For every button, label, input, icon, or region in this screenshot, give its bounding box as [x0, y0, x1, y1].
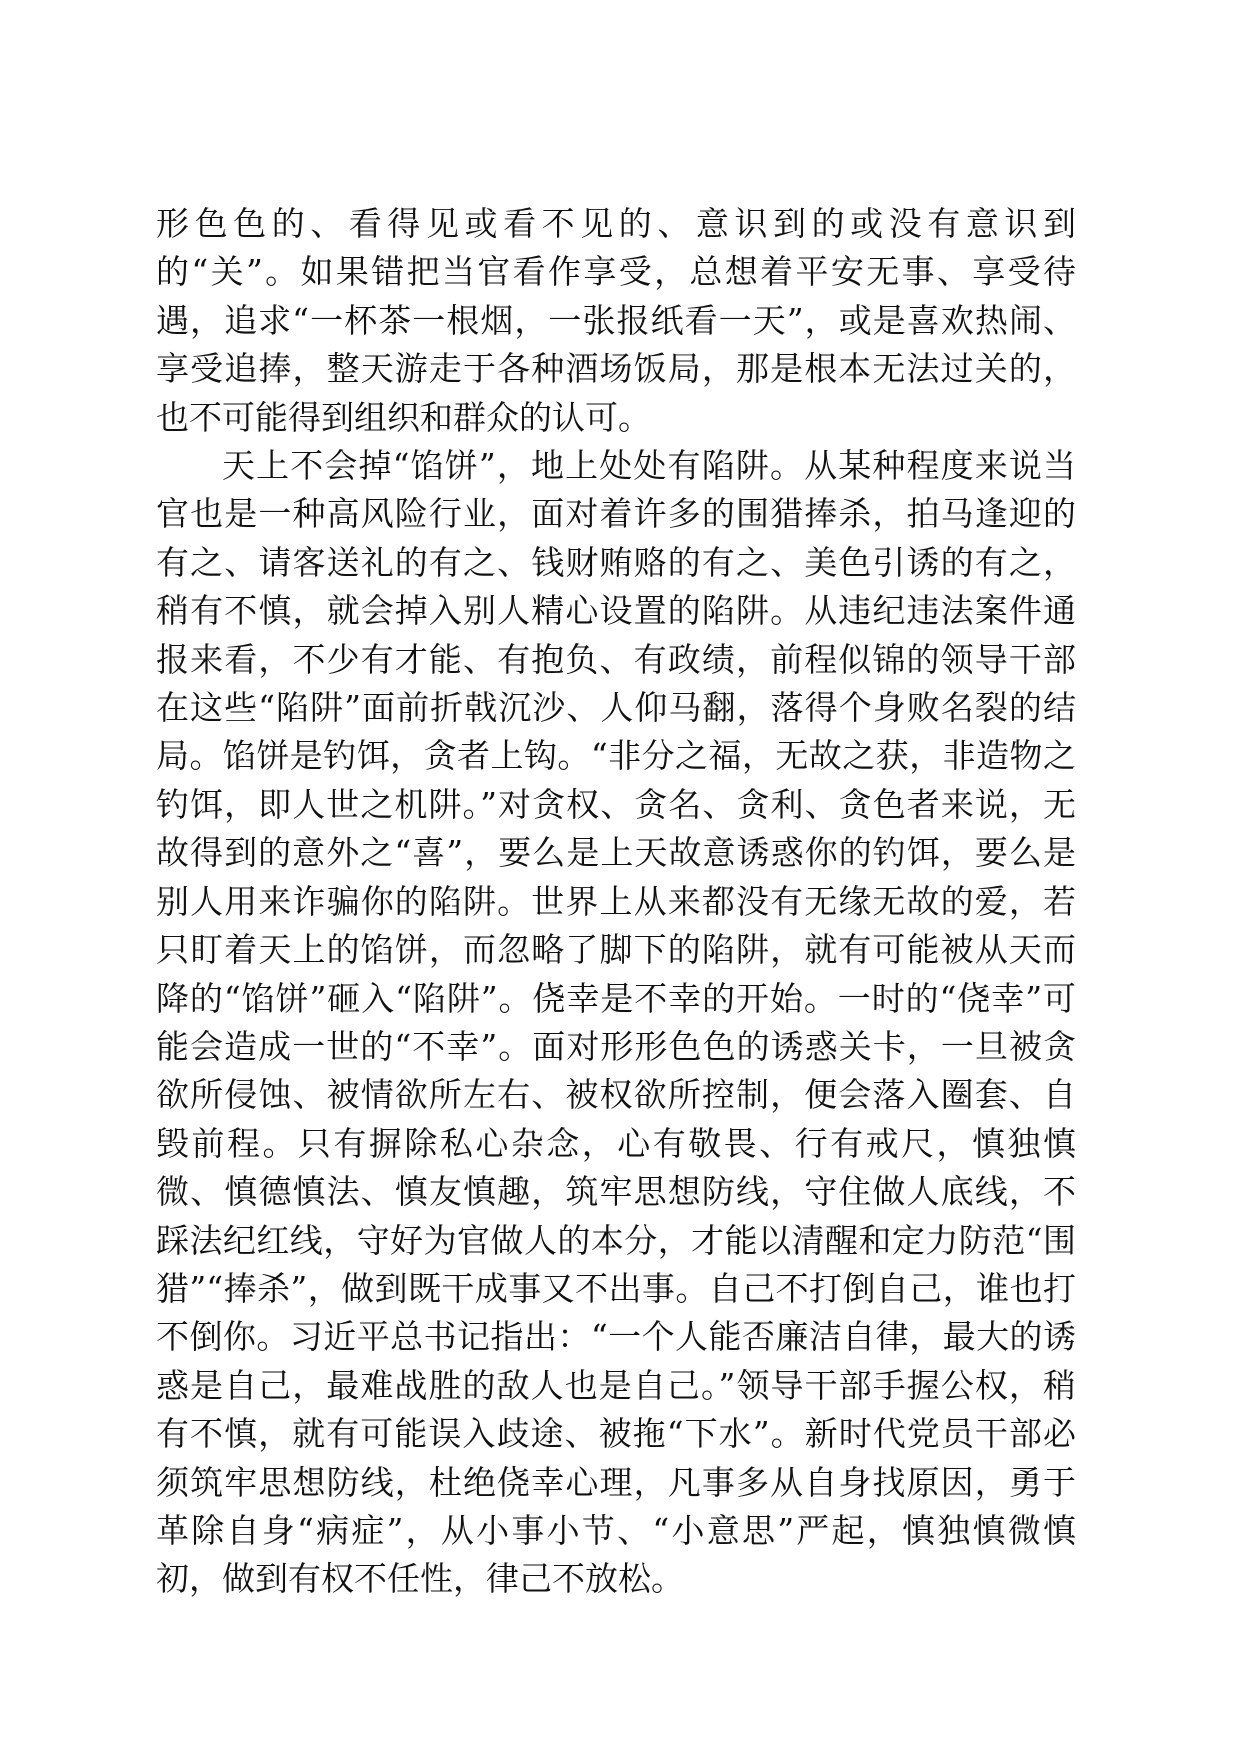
paragraph-continuation: 形色色的、看得见或看不见的、意识到的或没有意识到的“关”。如果错把当官看作享受，总想着平安无事、享受待遇，追求“一杯茶一根烟，一张报纸看一天”，或是喜欢热闹、享受追捧，整天游走于各种酒场饭局，那是根本无法过关的，也不可能得到组织和群众的认可。 [156, 204, 1076, 437]
body-text [156, 200, 1076, 1604]
paragraph-pie-in-sky: 天上不会掉“馅饼”，地上处处有陷阱。从某种程度来说当官也是一种高风险行业，面对着许多的围猎捧杀，拍马逢迎的有之、请客送礼的有之、钱财贿赂的有之、美色引诱的有之，稍有不慎，就会掉入别人精心设置的陷阱。从违纪违法案件通报来看，不少有才能、有抱负、有政绩，前程似锦的领导干部在这些“陷阱”面前折戟沉沙、人仰马翻，落得个身败名裂的结局。馅饼是钓饵，贪者上钩。“非分之福，无故之获，非造物之钓饵，即人世之机阱。”对贪权、贪名、贪利、贪色者来说，无故得到的意外之“喜”，要么是上天故意诱惑你的钓饵，要么是别人用来诈骗你的陷阱。世界上从来都没有无缘无故的爱，若只盯着天上的馅饼，而忽略了脚下的陷阱，就有可能被从天而降的“馅饼”砸入“陷阱”。侥幸是不幸的开始。一时的“侥幸”可能会造成一世的“不幸”。面对形形色色的诱惑关卡，一旦被贪欲所侵蚀、被情欲所左右、被权欲所控制，便会落入圈套、自毁前程。只有摒除私心杂念，心有敬畏、行有戒尺，慎独慎微、慎德慎法、慎友慎趣，筑牢思想防线，守住做人底线，不踩法纪红线，守好为官做人的本分，才能以清醒和定力防范“围猎”“捧杀”，做到既干成事又不出事。自己不打倒自己，谁也打不倒你。习近平总书记指出：“一个人能否廉洁自律，最大的诱惑是自己，最难战胜的敌人也是自己。”领导干部手握公权，稍有不慎，就有可能误入歧途、被拖“下水”。新时代党员干部必须筑牢思想防线，杜绝侥幸心理，凡事多从自身找原因，勇于革除自身“病症”，从小事小节、“小意思”严起，慎独慎微慎初，做到有权不任性，律己不放松。 [156, 446, 1076, 1599]
